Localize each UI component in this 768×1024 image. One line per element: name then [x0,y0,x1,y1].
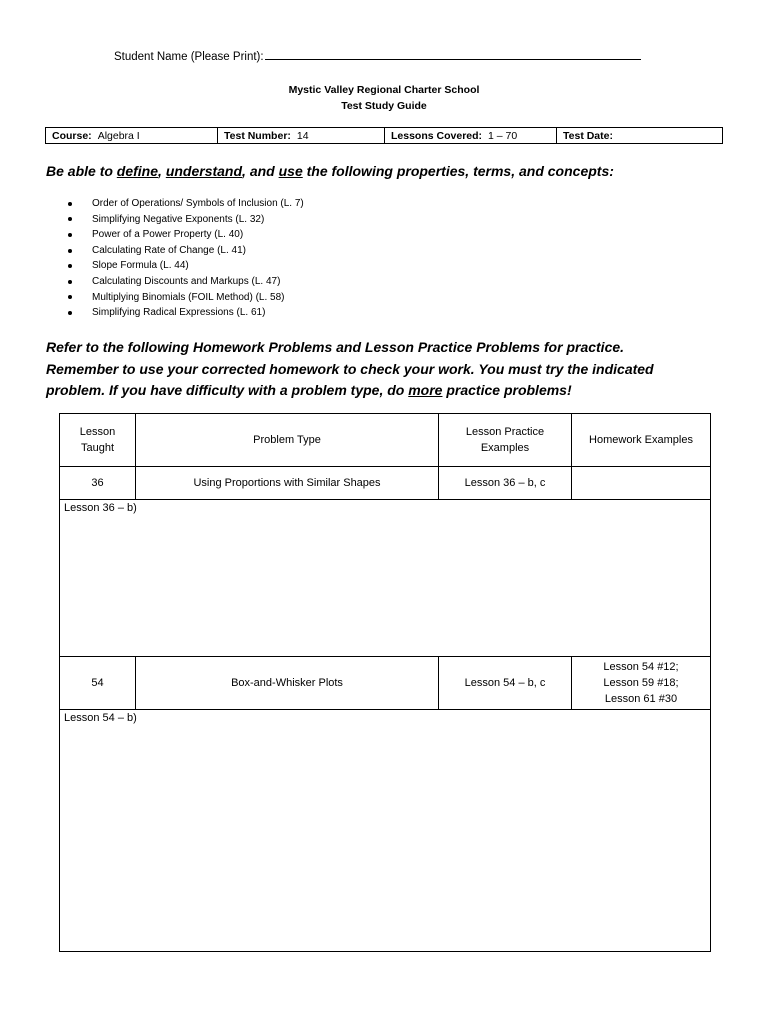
list-item [62,305,304,321]
list-item [62,212,304,228]
list-item [62,274,304,290]
homework-examples [572,467,710,499]
topic-text: Power of a Power Property (L. 40) [92,229,244,241]
document-title: Test Study Guide [341,100,427,112]
header-homework-examples: Homework Examples [589,434,693,446]
lessons-covered-label: Lessons Covered: [391,129,483,142]
bullet-icon [68,264,72,268]
heading-understand: understand [165,163,243,179]
header-practice-examples: Lesson Practice Examples [439,414,572,466]
instruction-line: Remember to use your corrected homework to check your work. You must try the indicated [46,360,654,377]
bullet-icon [68,295,72,299]
topic-text: Multiplying Binomials (FOIL Method) (L. 58) [92,291,285,303]
bullet-icon [68,249,72,253]
test-number-value: 14 [296,129,309,142]
work-space-label: Lesson 36 – b) [64,502,137,514]
table-row [60,467,710,500]
problem-type: Using Proportions with Similar Shapes [136,467,439,499]
instruction-text: problem. If you have difficulty with a problem type, do [46,382,409,398]
heading-define: define [116,163,159,179]
instruction-line [46,380,726,402]
practice-table [59,413,711,952]
student-name-blank[interactable] [265,48,641,60]
instruction-text: practice problems! [442,382,572,398]
table-row [60,657,710,710]
header-lesson-taught: Lesson Taught [60,414,136,466]
practice-examples: Lesson 36 – b, c [439,467,572,499]
header-problem-type: Problem Type [136,414,439,466]
practice-instructions [46,337,726,402]
heading-text: the following properties, terms, and concepts: [302,163,614,179]
lessons-covered-cell [385,128,557,143]
work-space-label: Lesson 54 – b) [64,712,137,724]
list-item [62,243,304,259]
test-number-cell [218,128,385,143]
topic-text: Slope Formula (L. 44) [92,260,189,272]
lessons-covered-value: 1 – 70 [488,129,518,142]
heading-use: use [278,163,303,179]
topics-list [62,196,304,321]
topic-text: Simplifying Negative Exponents (L. 32) [92,213,265,225]
course-value: Algebra I [97,129,140,142]
course-cell [46,128,218,143]
course-label: Course: [52,129,92,142]
list-item [62,227,304,243]
instruction-line: Refer to the following Homework Problems and Lesson Practice Problems for practice. [46,339,625,355]
course-info-table [45,127,723,144]
lesson-number: 36 [60,467,136,499]
topic-text: Calculating Rate of Change (L. 41) [92,244,246,256]
heading-text: Be able to [46,163,117,179]
test-date-label: Test Date: [563,129,613,142]
list-item [62,290,304,306]
homework-line: Lesson 54 #12; [603,661,679,673]
test-number-label: Test Number: [224,129,291,142]
student-name-label: Student Name (Please Print): [114,51,264,63]
bullet-icon [68,280,72,284]
practice-examples: Lesson 54 – b, c [439,657,572,709]
test-date-cell [557,128,722,143]
document-header [0,82,768,114]
school-name: Mystic Valley Regional Charter School [288,84,480,96]
topic-text: Order of Operations/ Symbols of Inclusion (L. 7) [92,198,304,209]
list-item [62,258,304,274]
heading-text: , [158,163,166,179]
homework-examples [572,657,710,709]
heading-text: , and [242,163,279,179]
list-item [62,196,304,212]
homework-line: Lesson 61 #30 [604,693,678,705]
work-space[interactable] [60,500,710,657]
bullet-icon [68,217,72,221]
student-name-line [114,48,641,63]
topic-text: Calculating Discounts and Markups (L. 47) [92,275,281,287]
bullet-icon [68,202,72,206]
bullet-icon [68,311,72,315]
instruction-more: more [408,382,443,398]
problem-type: Box-and-Whisker Plots [136,657,439,709]
topic-text: Simplifying Radical Expressions (L. 61) [92,307,266,319]
work-space[interactable] [60,710,710,951]
concepts-heading [46,163,614,179]
table-header-row [60,414,710,467]
bullet-icon [68,233,72,237]
homework-line: Lesson 59 #18; [603,677,679,689]
lesson-number: 54 [60,657,136,709]
